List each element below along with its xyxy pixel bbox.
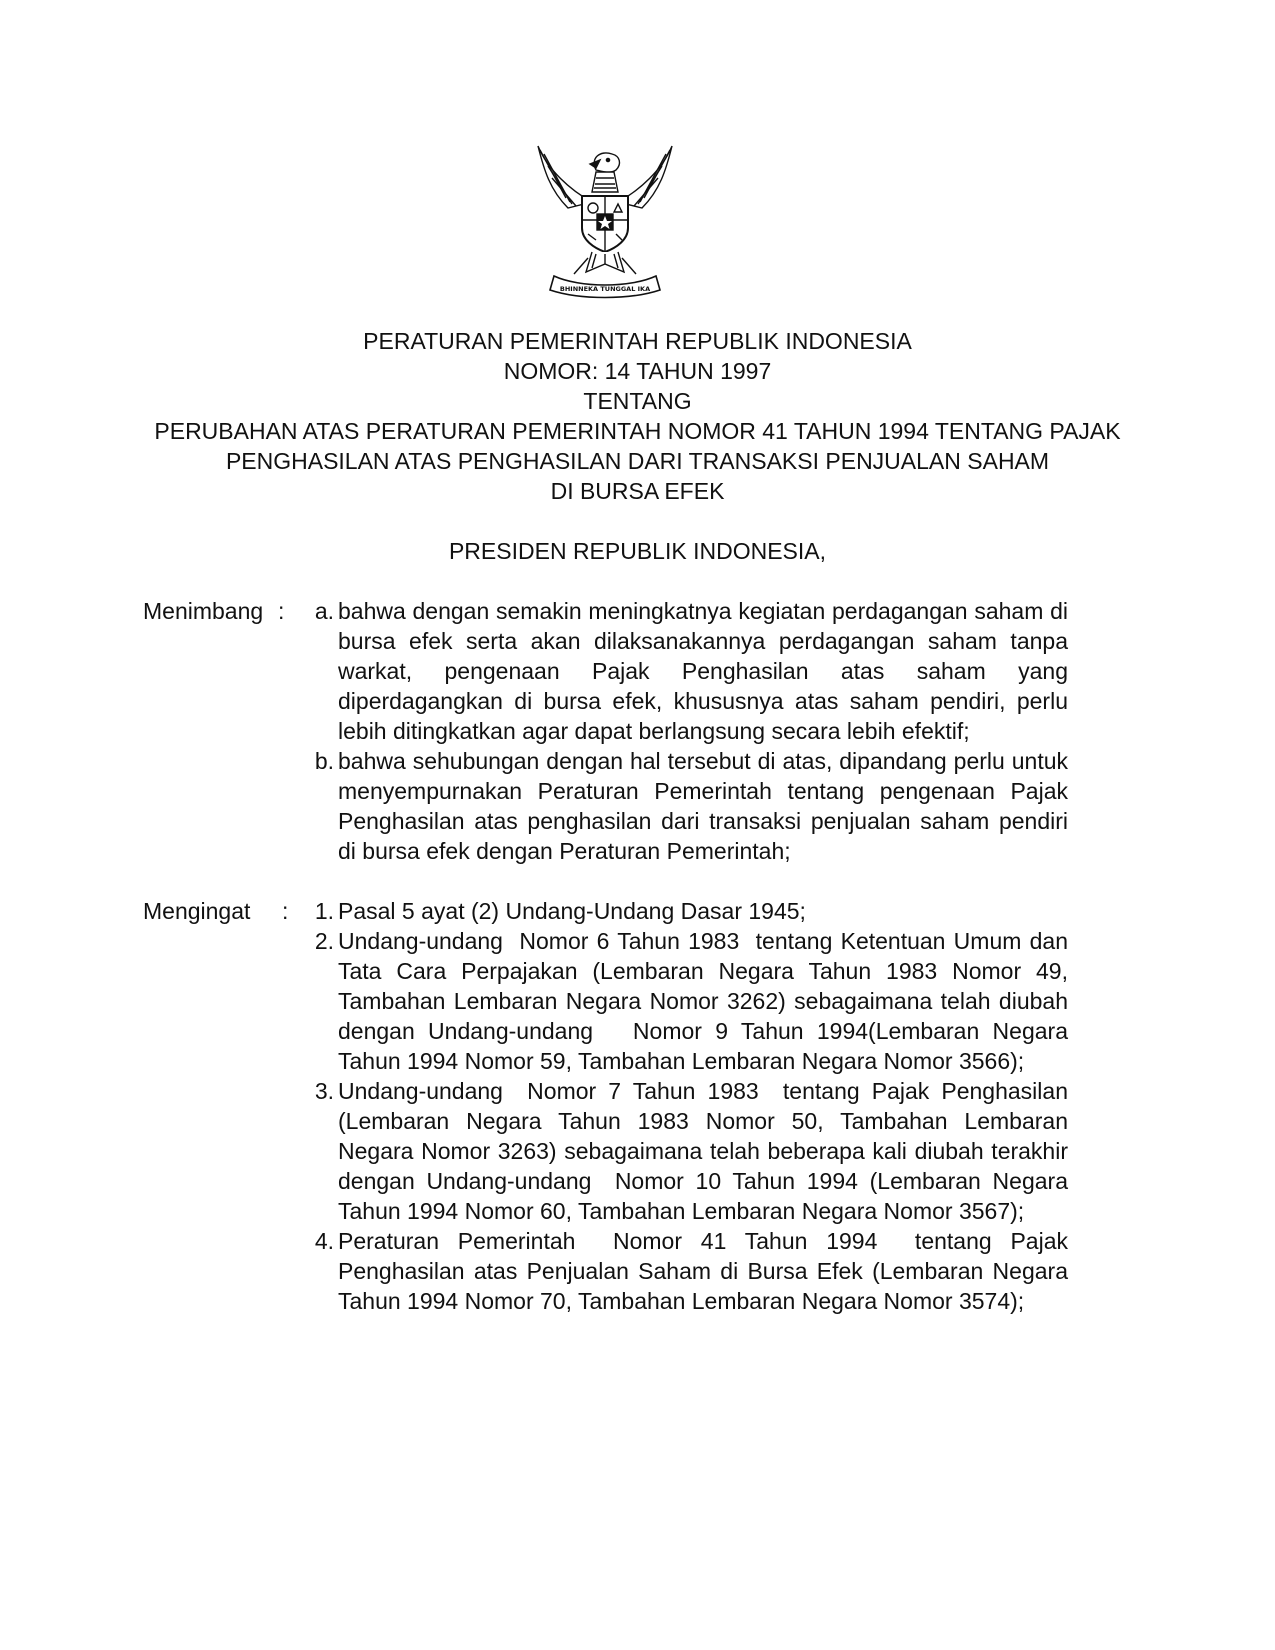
mengingat-colon: : — [282, 898, 289, 924]
item-marker: 3. — [314, 1078, 334, 1104]
title-line: PERATURAN PEMERINTAH REPUBLIK INDONESIA — [363, 328, 912, 354]
title-line: PERUBAHAN ATAS PERATURAN PEMERINTAH NOMOR 41 TAHUN 1994 TENTANG PAJAK — [154, 418, 1121, 444]
document-title — [0, 326, 1275, 506]
title-line: TENTANG — [583, 388, 692, 414]
mengingat-item — [314, 1226, 1075, 1316]
mengingat-item — [314, 1076, 1075, 1226]
menimbang-colon: : — [278, 598, 285, 624]
title-line: DI BURSA EFEK — [550, 478, 725, 504]
emblem-motto: BHINNEKA TUNGGAL IKA — [559, 285, 651, 293]
menimbang-label: Menimbang — [143, 598, 264, 624]
item-marker: 1. — [314, 898, 334, 924]
menimbang-section — [0, 596, 1275, 866]
item-text: bahwa dengan semakin meningkatnya kegiatan perdagangan saham di bursa efek serta akan dilaksanakannya perdagangan saham tanpa warkat, pengenaan Pajak Penghasilan atas saham yang diperdagangkan di bursa efek, khususnya atas saham pendiri, perlu lebih ditingkatkan agar dapat berlangsung secara lebih efektif; — [338, 598, 1075, 744]
menimbang-item — [314, 596, 1075, 746]
item-text: Peraturan Pemerintah Nomor 41 Tahun 1994 tentang Pajak Penghasilan atas Penjualan Saham di Bursa Efek (Lembaran Negara Tahun 1994 Nomor 70, Tambahan Lembaran Negara Nomor 3574); — [338, 1228, 1075, 1314]
item-marker: b. — [314, 748, 334, 774]
item-marker: a. — [314, 598, 334, 624]
mengingat-label: Mengingat — [143, 898, 251, 924]
mengingat-section — [0, 896, 1275, 1316]
item-text: Undang-undang Nomor 7 Tahun 1983 tentang Pajak Penghasilan (Lembaran Negara Tahun 1983 Nomor 50, Tambahan Lembaran Negara Nomor 3263) sebagaimana telah beberapa kali diubah terakhir dengan Undang-undang Nomor 10 Tahun 1994 (Lembaran Negara Tahun 1994 Nomor 60, Tambahan Lembaran Negara Nomor 3567); — [338, 1078, 1075, 1224]
item-text: Pasal 5 ayat (2) Undang-Undang Dasar 1945; — [338, 898, 806, 924]
item-text: Undang-undang Nomor 6 Tahun 1983 tentang Ketentuan Umum dan Tata Cara Perpajakan (Lembaran Negara Tahun 1983 Nomor 49, Tambahan Lembaran Negara Nomor 3262) sebagaimana telah diubah dengan Undang-undang Nomor 9 Tahun 1994(Lembaran Negara Tahun 1994 Nomor 59, Tambahan Lembaran Negara Nomor 3566); — [338, 928, 1075, 1074]
item-marker: 2. — [314, 928, 334, 954]
menimbang-item — [314, 746, 1075, 866]
president-heading: PRESIDEN REPUBLIK INDONESIA, — [448, 538, 827, 564]
title-line: PENGHASILAN ATAS PENGHASILAN DARI TRANSAKSI PENJUALAN SAHAM — [225, 448, 1050, 474]
item-marker: 4. — [314, 1228, 334, 1254]
title-line: NOMOR: 14 TAHUN 1997 — [503, 358, 772, 384]
mengingat-item — [314, 896, 1068, 926]
item-text: bahwa sehubungan dengan hal tersebut di atas, dipandang perlu untuk menyempurnakan Peraturan Pemerintah tentang pengenaan Pajak Penghasilan atas penghasilan dari transaksi penjualan saham pendiri di bursa efek dengan Peraturan Pemerintah; — [338, 748, 1075, 864]
garuda-emblem — [530, 140, 680, 300]
mengingat-item — [314, 926, 1075, 1076]
